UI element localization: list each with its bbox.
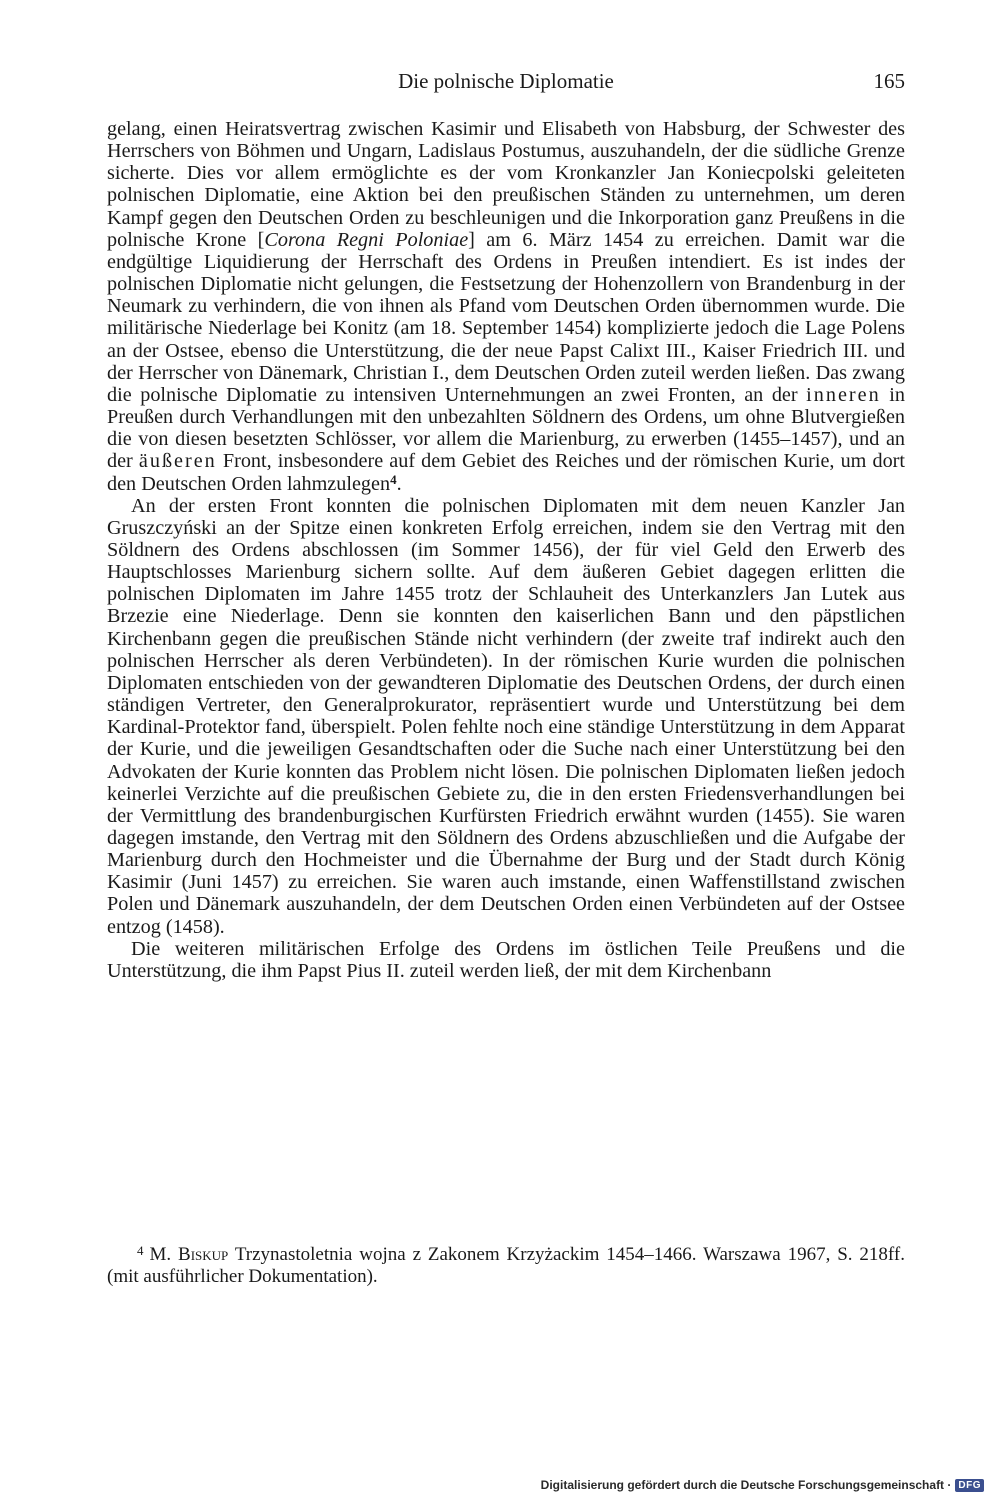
body-text [107,118,905,982]
paragraph-1 [107,118,905,495]
dfg-logo-icon: DFG [955,1479,984,1492]
running-head: Die polnische Diplomatie [398,69,614,93]
paragraph-1-part-4: Front, insbesondere auf dem Gebiet des Reiches und der römischen Kurie, um dort den Deutschen Orden lahmzulegen [107,450,905,495]
footnote-reference[interactable]: 4 [390,471,397,487]
latin-term: Corona Regni Poloniae [264,228,469,251]
dfg-banner [541,1476,984,1494]
paragraph-1-part-2: ] am 6. März 1454 zu erreichen. Damit war die endgültige Liquidierung der Herrschaft des Ordens in Preußen intendiert. Es ist indes der polnischen Diplomatie nicht gelungen, die Festsetzung der Hohenzollern von Brandenburg in der Neumark zu verhindern, die von ihnen als Pfand vom Deutschen Orden übernommen wurde. Die militärische Niederlage bei Konitz (am 18. September 1454) komplizierte jedoch die Lage Polens an der Ostsee, ebenso die Unterstützung, die der neue Papst Calixt III., Kaiser Friedrich III. und der Herrscher von Dänemark, Christian I., dem Deutschen Orden zuteil werden ließen. Das zwang die polnische Diplomatie zu intensiven Unternehmungen an zwei Fronten, an der [107,228,906,406]
footnote-text: Trzynastoletnia wojna z Zakonem Krzyżackim 1454–1466. Warszawa 1967, S. 218ff. (mit ausführlicher Dokumentation). [107,1244,905,1287]
spaced-word-inneren: inneren [806,383,881,406]
paragraph-3: Die weiteren militärischen Erfolge des Ordens im östlichen Teile Preußens und die Unterstützung, die ihm Papst Pius II. zuteil werden ließ, der mit dem Kirchenbann [107,937,905,982]
dfg-banner-text: Digitalisierung gefördert durch die Deutsche Forschungsgemeinschaft · [540,1478,952,1492]
footnote [107,1244,905,1288]
page-header [107,64,905,98]
spaced-word-aeusseren: äußeren [138,450,217,473]
paragraph-1-part-1: gelang, einen Heiratsvertrag zwischen Kasimir und Elisabeth von Habsburg, der Schwester des Herrschers von Böhmen und Ungarn, Ladislaus Postumus, auszuhandeln, der die südliche Grenze sicherte. Dies vor allem ermöglichte es der vom Kronkanzler Jan Koniecpolski geleiteten polnischen Diplomatie, eine Aktion bei den preußischen Ständen zu unternehmen, um deren Kampf gegen den Deutschen Orden zu beschleunigen und die Inkorporation ganz Preußens in die polnische Krone [ [107,118,905,251]
paragraph-1-part-5: . [396,472,402,495]
footnote-marker: 4 [137,1243,144,1258]
paragraph-2: An der ersten Front konnten die polnischen Diplomaten mit dem neuen Kanzler Jan Gruszczyński an der Spitze einen konkreten Erfolg erreichen, indem sie den Vertrag mit den Söldnern des Ordens abschlossen (im Sommer 1456), der für viel Geld den Erwerb des Hauptschlosses Marienburg sichern sollte. Auf dem äußeren Gebiet dagegen erlitten die polnischen Diplomaten im Jahre 1455 trotz der Schlauheit des Unterkanzlers Jan Lutek aus Brzezie eine Niederlage. Denn sie konnten den kaiserlichen Bann und den päpstlichen Kirchenbann gegen die preußischen Stände nicht verhindern (der zweite traf indirekt auch den polnischen Herrscher als deren Verbündeten). In der römischen Kurie wurden die polnischen Diplomaten entschieden von der gewandteren Diplomatie des Deutschen Ordens, der durch einen ständigen Vertreter, den Generalprokurator, repräsentiert wurde und Unterstützung bei dem Kardinal-Protektor fand, überspielt. Polen fehlte noch eine ständige Unterstützung in dem Apparat der Kurie, und die jeweiligen Gesandtschaften oder die Suche nach einer Unterstützung bei den Advokaten der Kurie konnten das Problem nicht lösen. Die polnischen Diplomaten ließen jedoch keinerlei Verzichte auf die preußischen Gebiete zu, die in den ersten Friedensverhandlungen bei der Vermittlung des brandenburgischen Kurfürsten Friedrich erwähnt wurden (1455). Sie waren dagegen imstande, den Vertrag mit den Söldnern des Ordens abzuschließen und die Aufgabe der Marienburg durch den Hochmeister und die Übernahme der Burg und der Stadt durch König Kasimir (Juni 1457) zu erreichen. Sie waren auch imstande, einen Waffenstillstand zwischen Polen und Dänemark auszuhandeln, der dem Deutschen Orden einen Verbündeten auf der Ostsee entzog (1458). [107,494,905,938]
paragraph-1-part-3: in Preußen durch Verhandlungen mit den unbezahlten Söldnern des Ordens, um ohne Blutvergießen die von diesen besetzten Schlösser, vor allem die Marienburg, zu erwerben (1455–1457), und an der [107,383,905,473]
page-number: 165 [873,69,905,93]
footnote-author: M. Biskup [149,1244,229,1265]
